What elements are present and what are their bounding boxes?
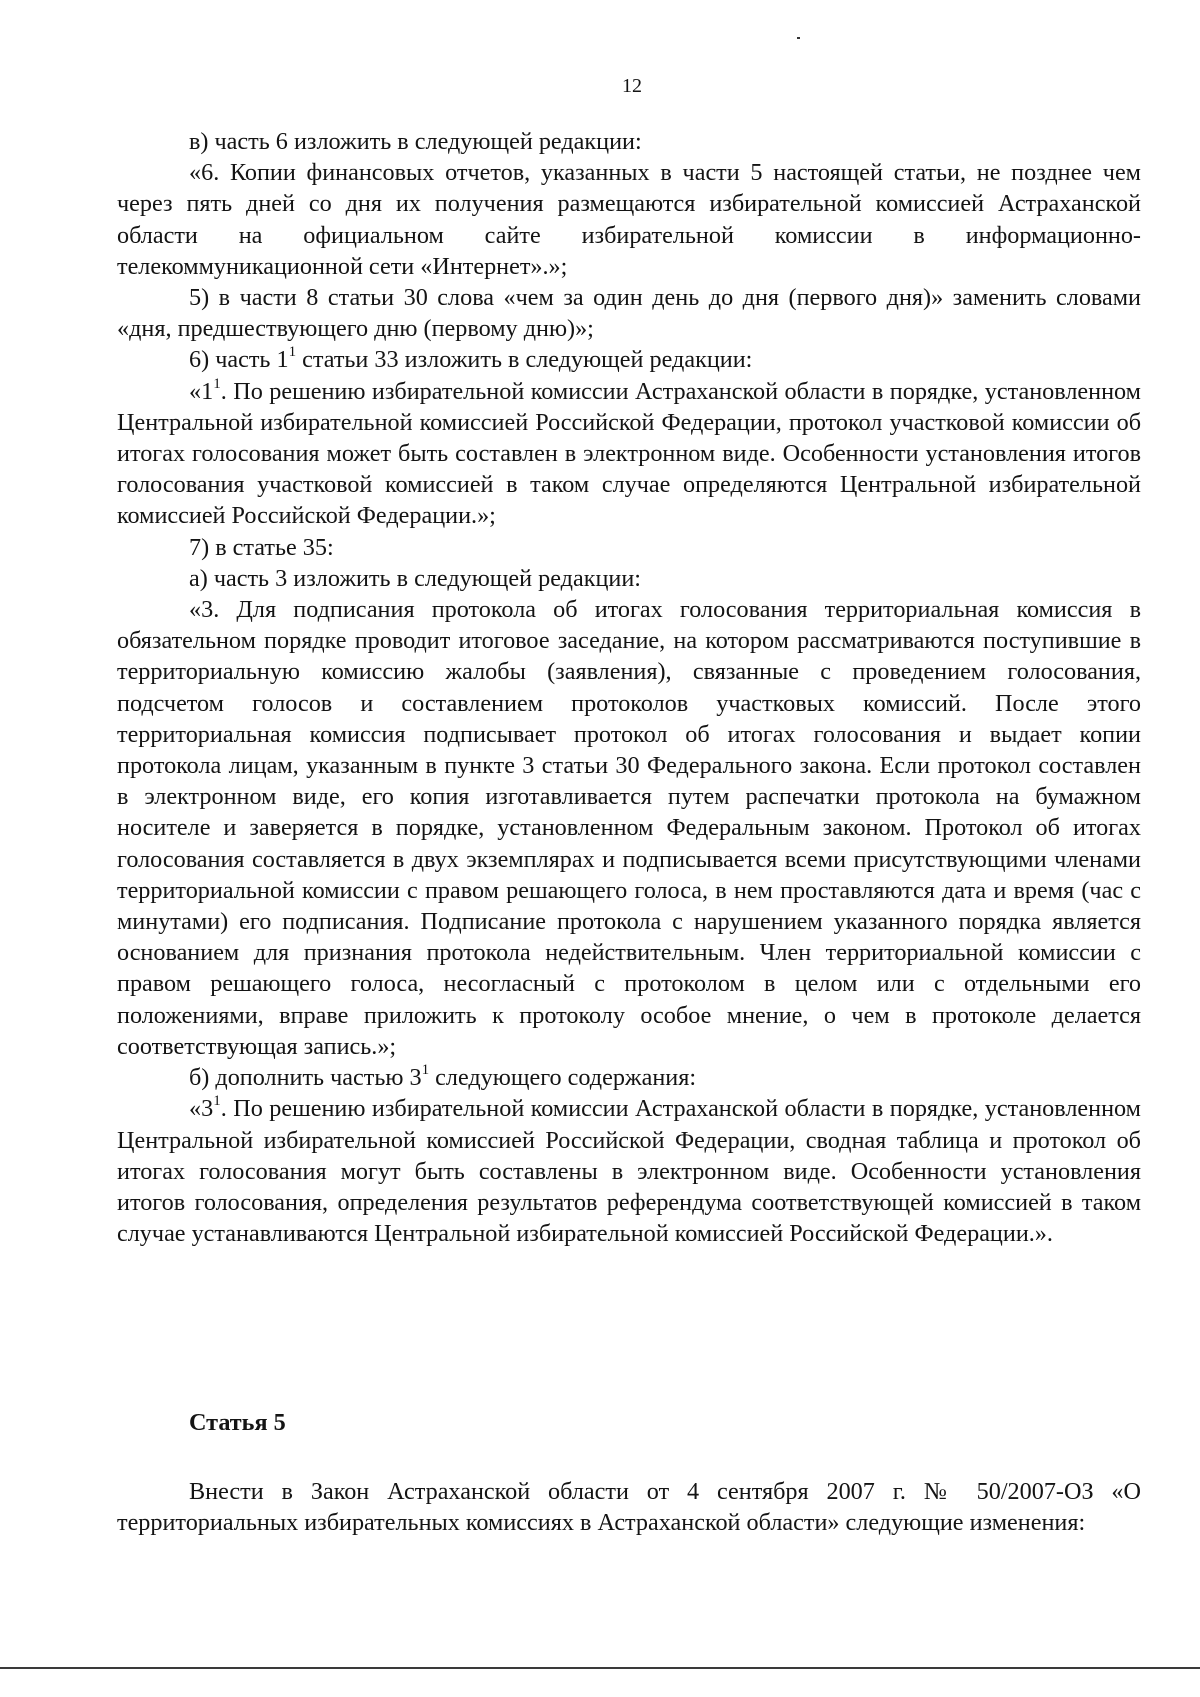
article-text [117,1476,1141,1538]
article-paragraph: Внести в Закон Астраханской области от 4 сентября 2007 г. № 50/2007-ОЗ «О территориальных избирательных комиссиях в Астраханской области» следующие изменения: [117,1478,1141,1537]
paragraph-part3-text: «3. Для подписания протокола об итогах голосования территориальная комиссия в обязательном порядке проводит итоговое заседание, на котором рассматриваются поступившие в территориальную комиссию жалобы (заявления), связанные с проведением голосования, подсчетом голосов и составлением протоколов участковых комиссий. После этого территориальная комиссия подписывает протокол об итогах голосования и выдает копии протокола лицам, указанным в пункте 3 статьи 30 Федерального закона. Если протокол составлен в электронном виде, его копия изготавливается путем распечатки протокола на бумажном носителе и заверяется в порядке, установленном Федеральным законом. Протокол об итогах голосования составляется в двух экземплярах и подписывается всеми присутствующими членами территориальной комиссии с правом решающего голоса, в нем проставляются дата и время (час с минутами) его подписания. Подписание протокола с нарушением указанного порядка является основанием для признания протокола недействительным. Член территориальной комиссии с правом решающего голоса, несогласный с протоколом в целом или с отдельными его положениями, вправе приложить к протоколу особое мнение, о чем в протоколе делается соответствующая запись.»; [117,596,1141,1060]
paragraph-part1-1-text: «$1^1$. По решению избирательной комиссии Астраханской области в порядке, установленном Центральной избирательной комиссией Российской Федерации, протокол участковой комиссии об итогах голосования может быть составлен в электронном виде. Особенности установления итогов голосования участковой комиссией в таком случае определяются Центральной избирательной комиссией Российской Федерации.»; [117,375,1141,530]
article-heading: Статья 5 [189,1409,286,1436]
paragraph-item7: 7) в статье 35: [189,533,334,561]
bottom-rule [0,1667,1200,1669]
paragraph-part6-intro: в) часть 6 изложить в следующей редакции: [189,128,642,155]
paragraph-part3-1-text: «$3^1$. По решению избирательной комиссии Астраханской области в порядке, установленном Центральной избирательной комиссией Российской Федерации, сводная таблица и протокол об итогах голосования могут быть составлены в электронном виде. Особенности установления итогов голосования, определения результатов референдума соответствующей комиссией в таком случае устанавливаются Центральной избирательной комиссией Российской Федерации.». [117,1093,1141,1248]
paragraph-item7a: а) часть 3 изложить в следующей редакции: [189,564,641,592]
paragraph-part6-text: «6. Копии финансовых отчетов, указанных в части 5 настоящей статьи, не позднее чем через пять дней со дня их получения размещаются избирательной комиссией Астраханской области на официальном сайте избирательной комиссии в информационно-телекоммуникационной сети «Интернет».»; [117,159,1141,280]
paragraph-item5: 5) в части 8 статьи 30 слова «чем за один день до дня (первого дня)» заменить словами «дня, предшествующего дню (первому дню)»; [117,284,1141,343]
paragraph-item6: 6) часть $1^1$ статьи 33 изложить в следующей редакции: [189,344,753,374]
page-number: 12 [622,75,642,97]
scan-speck [797,37,800,39]
body-text [117,126,1141,1249]
paragraph-item7b: б) дополнить частью $3^1$ следующего содержания: [189,1062,697,1092]
